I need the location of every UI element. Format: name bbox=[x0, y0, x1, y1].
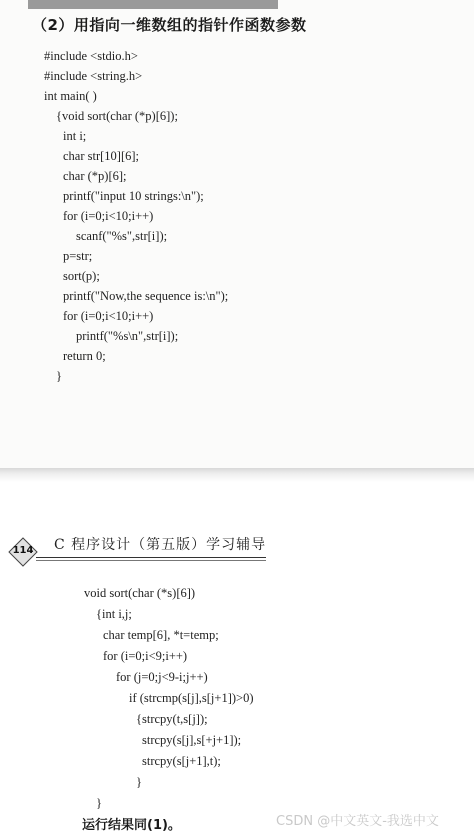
page-number-badge bbox=[8, 537, 38, 567]
code-line: } bbox=[56, 369, 62, 383]
code-line: printf("Now,the sequence is:\n"); bbox=[63, 289, 229, 303]
code-line: for (i=0;i<10;i++) bbox=[63, 209, 154, 223]
code-line: char str[10][6]; bbox=[63, 149, 140, 163]
code-line: if (strcmp(s[j],s[j+1])>0) bbox=[129, 691, 254, 705]
result-note: 运行结果同(1)。 bbox=[82, 818, 181, 833]
scan-edge-bar bbox=[28, 0, 278, 9]
code-line: for (i=0;i<10;i++) bbox=[63, 309, 154, 323]
lower-page bbox=[0, 482, 474, 836]
code-line: printf("input 10 strings:\n"); bbox=[63, 189, 204, 203]
csdn-watermark: CSDN @中文英文-我选中文 bbox=[276, 814, 439, 829]
code-line: char temp[6], *t=temp; bbox=[103, 628, 219, 642]
code-line: } bbox=[96, 796, 102, 810]
header-rule bbox=[36, 557, 266, 558]
code-line: {strcpy(t,s[j]); bbox=[136, 712, 208, 726]
code-line: #include <string.h> bbox=[44, 69, 143, 83]
code-line: printf("%s\n",str[i]); bbox=[76, 329, 179, 343]
header-rule bbox=[36, 560, 266, 561]
code-line: strcpy(s[j+1],t); bbox=[142, 754, 221, 768]
code-line: strcpy(s[j],s[+j+1]); bbox=[142, 733, 242, 747]
code-line: char (*p)[6]; bbox=[63, 169, 127, 183]
code-line: void sort(char (*s)[6]) bbox=[84, 586, 196, 600]
code-line: for (i=0;i<9;i++) bbox=[103, 649, 188, 663]
page-header-title: C 程序设计（第五版）学习辅导 bbox=[54, 537, 267, 553]
page-separator bbox=[0, 468, 474, 482]
code-line: int i; bbox=[63, 129, 87, 143]
section-title: （2）用指向一维数组的指针作函数参数 bbox=[32, 16, 307, 34]
code-line: p=str; bbox=[63, 249, 93, 263]
page-number: 114 bbox=[12, 545, 34, 556]
code-line: return 0; bbox=[63, 349, 106, 363]
code-line: } bbox=[136, 775, 142, 789]
code-line: for (j=0;j<9-i;j++) bbox=[116, 670, 208, 684]
code-line: int main( ) bbox=[44, 89, 97, 103]
code-line: sort(p); bbox=[63, 269, 100, 283]
code-line: {void sort(char (*p)[6]); bbox=[56, 109, 178, 123]
code-line: scanf("%s",str[i]); bbox=[76, 229, 168, 243]
code-line: {int i,j; bbox=[96, 607, 132, 621]
code-line: #include <stdio.h> bbox=[44, 49, 138, 63]
